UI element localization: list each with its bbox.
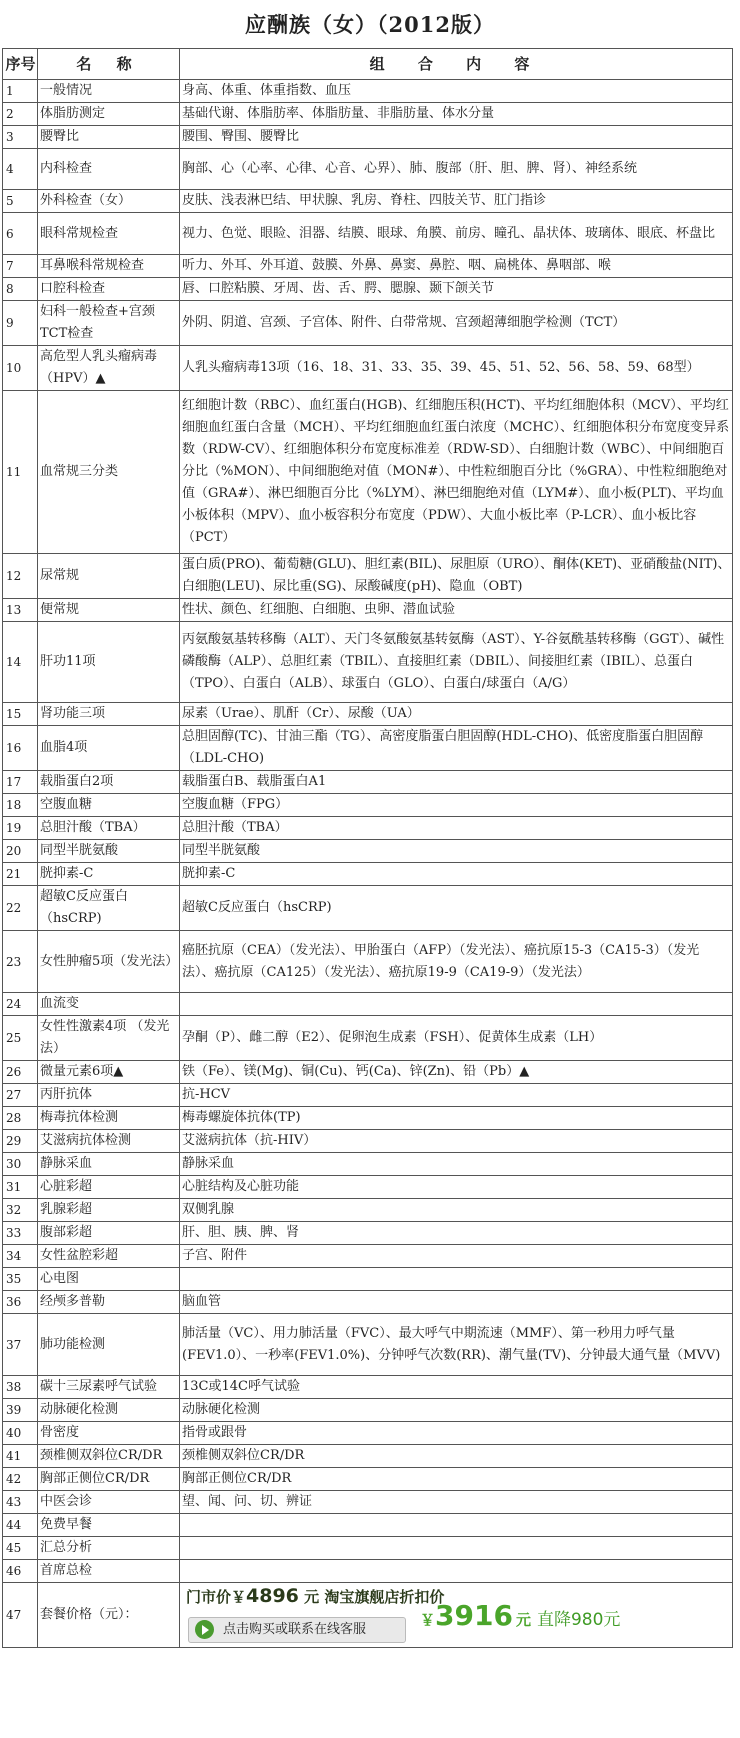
table-row — [3, 886, 733, 931]
table-row — [3, 1537, 733, 1560]
table-row — [3, 622, 733, 703]
row-number: 11 — [3, 391, 38, 554]
item-content — [180, 1537, 733, 1560]
table-row — [3, 278, 733, 301]
item-name: 总胆汁酸（TBA） — [38, 817, 180, 840]
item-name: 肾功能三项 — [38, 703, 180, 726]
row-number: 9 — [3, 301, 38, 346]
item-name: 颈椎侧双斜位CR/DR — [38, 1445, 180, 1468]
item-name: 眼科常规检查 — [38, 213, 180, 255]
table-row — [3, 1314, 733, 1376]
store-price-unit: 元 — [515, 1611, 531, 1629]
row-number: 42 — [3, 1468, 38, 1491]
row-number: 16 — [3, 726, 38, 771]
table-row — [3, 190, 733, 213]
table-row — [3, 931, 733, 993]
table-row — [3, 1514, 733, 1537]
table-row — [3, 1560, 733, 1583]
item-content: 肝、胆、胰、脾、肾 — [180, 1222, 733, 1245]
item-content: 脑血管 — [180, 1291, 733, 1314]
item-content: 空腹血糖（FPG） — [180, 794, 733, 817]
row-number: 13 — [3, 599, 38, 622]
row-number: 35 — [3, 1268, 38, 1291]
item-name: 尿常规 — [38, 554, 180, 599]
row-number: 3 — [3, 126, 38, 149]
item-content: 指骨或跟骨 — [180, 1422, 733, 1445]
item-content: 动脉硬化检测 — [180, 1399, 733, 1422]
item-name: 女性性激素4项 （发光法） — [38, 1016, 180, 1061]
item-name: 腰臀比 — [38, 126, 180, 149]
market-price-line — [186, 1585, 444, 1608]
item-name: 汇总分析 — [38, 1537, 180, 1560]
item-content: 心脏结构及心脏功能 — [180, 1176, 733, 1199]
table-row — [3, 993, 733, 1016]
item-content: 艾滋病抗体（抗-HIV） — [180, 1130, 733, 1153]
item-name: 乳腺彩超 — [38, 1199, 180, 1222]
item-content: 外阴、阴道、宫颈、子宫体、附件、白带常规、宫颈超薄细胞学检测（TCT） — [180, 301, 733, 346]
row-number: 43 — [3, 1491, 38, 1514]
row-number: 30 — [3, 1153, 38, 1176]
item-name: 便常规 — [38, 599, 180, 622]
item-content: 静脉采血 — [180, 1153, 733, 1176]
table-row — [3, 126, 733, 149]
row-number: 40 — [3, 1422, 38, 1445]
discount-label: 直降980元 — [536, 1610, 621, 1630]
row-number: 12 — [3, 554, 38, 599]
table-row — [3, 1422, 733, 1445]
row-number: 38 — [3, 1376, 38, 1399]
table-row — [3, 1016, 733, 1061]
table-row — [3, 1445, 733, 1468]
item-name: 高危型人乳头瘤病毒（HPV）▲ — [38, 346, 180, 391]
item-name: 空腹血糖 — [38, 794, 180, 817]
item-name: 心电图 — [38, 1268, 180, 1291]
package-table — [2, 48, 733, 1648]
row-number: 24 — [3, 993, 38, 1016]
item-content: 同型半胱氨酸 — [180, 840, 733, 863]
table-row — [3, 1291, 733, 1314]
row-number: 32 — [3, 1199, 38, 1222]
item-content: 听力、外耳、外耳道、鼓膜、外鼻、鼻窦、鼻腔、咽、扁桃体、鼻咽部、喉 — [180, 255, 733, 278]
table-row — [3, 1061, 733, 1084]
row-number: 23 — [3, 931, 38, 993]
table-row — [3, 1268, 733, 1291]
row-number: 26 — [3, 1061, 38, 1084]
item-content: 抗-HCV — [180, 1084, 733, 1107]
item-name: 体脂肪测定 — [38, 103, 180, 126]
item-content: 双侧乳腺 — [180, 1199, 733, 1222]
row-number: 29 — [3, 1130, 38, 1153]
table-row — [3, 1107, 733, 1130]
store-price — [420, 1599, 621, 1633]
buy-contact-label: 点击购买或联系在线客服 — [223, 1622, 367, 1637]
price-row — [3, 1583, 733, 1648]
item-name: 血流变 — [38, 993, 180, 1016]
table-row — [3, 1153, 733, 1176]
item-content: 腰围、臀围、腰臀比 — [180, 126, 733, 149]
item-content: 视力、色觉、眼睑、泪器、结膜、眼球、角膜、前房、瞳孔、晶状体、玻璃体、眼底、杯盘比 — [180, 213, 733, 255]
row-number: 39 — [3, 1399, 38, 1422]
table-row — [3, 1199, 733, 1222]
item-name: 血常规三分类 — [38, 391, 180, 554]
table-row — [3, 726, 733, 771]
row-number: 1 — [3, 80, 38, 103]
table-row — [3, 346, 733, 391]
item-name: 肝功11项 — [38, 622, 180, 703]
table-row — [3, 794, 733, 817]
item-content — [180, 1514, 733, 1537]
item-content: 铁（Fe）、镁(Mg)、铜(Cu)、钙(Ca)、锌(Zn)、铅（Pb）▲ — [180, 1061, 733, 1084]
item-content: 性状、颜色、红细胞、白细胞、虫卵、潜血试验 — [180, 599, 733, 622]
row-number: 25 — [3, 1016, 38, 1061]
item-content: 超敏C反应蛋白（hsCRP) — [180, 886, 733, 931]
row-number: 4 — [3, 149, 38, 190]
item-content: 胸部正侧位CR/DR — [180, 1468, 733, 1491]
row-number: 27 — [3, 1084, 38, 1107]
table-row — [3, 255, 733, 278]
table-row — [3, 771, 733, 794]
row-number: 19 — [3, 817, 38, 840]
item-content — [180, 993, 733, 1016]
row-number: 14 — [3, 622, 38, 703]
row-number: 17 — [3, 771, 38, 794]
header-no: 序号 — [3, 49, 38, 80]
item-name: 微量元素6项▲ — [38, 1061, 180, 1084]
item-content: 蛋白质(PRO)、葡萄糖(GLU)、胆红素(BIL)、尿胆原（URO）、酮体(KET)、亚硝酸盐(NIT)、白细胞(LEU)、尿比重(SG)、尿酸碱度(pH)、隐血（OBT) — [180, 554, 733, 599]
row-number: 18 — [3, 794, 38, 817]
market-price-value: 4896 — [246, 1585, 299, 1607]
item-name: 碳十三尿素呼气试验 — [38, 1376, 180, 1399]
item-content: 基础代谢、体脂肪率、体脂肪量、非脂肪量、体水分量 — [180, 103, 733, 126]
market-price-suffix: 元 淘宝旗舰店折扣价 — [304, 1588, 445, 1606]
row-number: 47 — [3, 1583, 38, 1648]
header-name: 名 称 — [38, 49, 180, 80]
store-price-currency: ￥ — [420, 1611, 436, 1629]
row-number: 37 — [3, 1314, 38, 1376]
item-name: 胸部正侧位CR/DR — [38, 1468, 180, 1491]
row-number: 44 — [3, 1514, 38, 1537]
market-price-prefix: 门市价￥ — [186, 1588, 247, 1606]
header-content: 组 合 内 容 — [180, 49, 733, 80]
row-number: 33 — [3, 1222, 38, 1245]
row-number: 8 — [3, 278, 38, 301]
item-name: 经颅多普勒 — [38, 1291, 180, 1314]
row-number: 5 — [3, 190, 38, 213]
item-name: 艾滋病抗体检测 — [38, 1130, 180, 1153]
table-row — [3, 1376, 733, 1399]
item-name: 免费早餐 — [38, 1514, 180, 1537]
item-content: 唇、口腔粘膜、牙周、齿、舌、腭、腮腺、颞下颌关节 — [180, 278, 733, 301]
item-content: 红细胞计数（RBC）、血红蛋白(HGB)、红细胞压积(HCT)、平均红细胞体积（MCV）、平均红细胞血红蛋白含量（MCH）、平均红细胞血红蛋白浓度（MCHC）、红细胞体积分布宽度变异系数（RDW-CV）、红细胞体积分布宽度标准差（RDW-SD）、白细胞计数（WBC）、中间细胞百分比（%MON）、中间细胞绝对值（MON#）、中性粒细胞百分比（%GRA）、中性粒细胞绝对值（GRA#）、淋巴细胞百分比（%LYM）、淋巴细胞绝对值（LYM#）、血小板(PLT)、平均血小板体积（MPV）、血小板容积分布宽度（PDW）、大血小板比率（P-LCR）、血小板比容（PCT） — [180, 391, 733, 554]
item-content: 肺活量（VC）、用力肺活量（FVC）、最大呼气中期流速（MMF）、第一秒用力呼气量(FEV1.0）、一秒率(FEV1.0%)、分钟呼气次数(RR)、潮气量(TV)、分钟最大通气量（MVV) — [180, 1314, 733, 1376]
table-header-row — [3, 49, 733, 80]
table-row — [3, 863, 733, 886]
item-name: 心脏彩超 — [38, 1176, 180, 1199]
item-name: 外科检查（女） — [38, 190, 180, 213]
item-name: 血脂4项 — [38, 726, 180, 771]
table-row — [3, 80, 733, 103]
item-name: 女性肿瘤5项（发光法） — [38, 931, 180, 993]
item-name: 中医会诊 — [38, 1491, 180, 1514]
item-name: 丙肝抗体 — [38, 1084, 180, 1107]
item-content: 丙氨酸氨基转移酶（ALT）、天门冬氨酸氨基转氨酶（AST）、Y-谷氨酰基转移酶（GGT）、碱性磷酸酶（ALP）、总胆红素（TBIL）、直接胆红素（DBIL）、间接胆红素（IBIL）、总蛋白（TPO）、白蛋白（ALB）、球蛋白（GLO）、白蛋白/球蛋白（A/G） — [180, 622, 733, 703]
item-content: 胸部、心（心率、心律、心音、心界）、肺、腹部（肝、胆、脾、肾）、神经系统 — [180, 149, 733, 190]
item-name: 载脂蛋白2项 — [38, 771, 180, 794]
table-row — [3, 1222, 733, 1245]
item-content: 癌胚抗原（CEA）（发光法）、甲胎蛋白（AFP）（发光法）、癌抗原15-3（CA15-3）（发光法）、癌抗原（CA125）（发光法）、癌抗原19-9（CA19-9）（发光法） — [180, 931, 733, 993]
table-row — [3, 391, 733, 554]
table-row — [3, 1399, 733, 1422]
item-name: 梅毒抗体检测 — [38, 1107, 180, 1130]
row-number: 15 — [3, 703, 38, 726]
row-number: 10 — [3, 346, 38, 391]
table-row — [3, 1468, 733, 1491]
price-cell — [180, 1583, 733, 1648]
item-content: 皮肤、浅表淋巴结、甲状腺、乳房、脊柱、四肢关节、肛门指诊 — [180, 190, 733, 213]
item-content: 尿素（Urae）、肌酐（Cr）、尿酸（UA） — [180, 703, 733, 726]
item-content: 望、闻、问、切、辨证 — [180, 1491, 733, 1514]
table-row — [3, 149, 733, 190]
item-content: 人乳头瘤病毒13项（16、18、31、33、35、39、45、51、52、56、58、59、68型） — [180, 346, 733, 391]
item-name: 同型半胱氨酸 — [38, 840, 180, 863]
item-content: 孕酮（P）、雌二醇（E2）、促卵泡生成素（FSH）、促黄体生成素（LH） — [180, 1016, 733, 1061]
item-name: 内科检查 — [38, 149, 180, 190]
item-name: 肺功能检测 — [38, 1314, 180, 1376]
table-row — [3, 1176, 733, 1199]
item-content: 总胆固醇(TC)、甘油三酯（TG）、高密度脂蛋白胆固醇(HDL-CHO)、低密度脂蛋白胆固醇（LDL-CHO) — [180, 726, 733, 771]
item-name: 腹部彩超 — [38, 1222, 180, 1245]
table-row — [3, 840, 733, 863]
item-name: 胱抑素-C — [38, 863, 180, 886]
item-content: 子宫、附件 — [180, 1245, 733, 1268]
item-content: 总胆汁酸（TBA） — [180, 817, 733, 840]
price-label: 套餐价格（元）： — [38, 1583, 180, 1648]
arrow-icon — [195, 1620, 214, 1639]
row-number: 20 — [3, 840, 38, 863]
item-name: 动脉硬化检测 — [38, 1399, 180, 1422]
item-name: 骨密度 — [38, 1422, 180, 1445]
row-number: 41 — [3, 1445, 38, 1468]
item-content: 胱抑素-C — [180, 863, 733, 886]
row-number: 21 — [3, 863, 38, 886]
item-name: 静脉采血 — [38, 1153, 180, 1176]
price-box — [180, 1583, 732, 1647]
row-number: 46 — [3, 1560, 38, 1583]
table-row — [3, 554, 733, 599]
table-row — [3, 817, 733, 840]
row-number: 6 — [3, 213, 38, 255]
table-row — [3, 1491, 733, 1514]
table-row — [3, 703, 733, 726]
row-number: 36 — [3, 1291, 38, 1314]
table-row — [3, 599, 733, 622]
item-content: 载脂蛋白B、载脂蛋白A1 — [180, 771, 733, 794]
item-name: 女性盆腔彩超 — [38, 1245, 180, 1268]
table-row — [3, 1130, 733, 1153]
item-content: 颈椎侧双斜位CR/DR — [180, 1445, 733, 1468]
row-number: 28 — [3, 1107, 38, 1130]
item-content: 13C或14C呼气试验 — [180, 1376, 733, 1399]
item-name: 耳鼻喉科常规检查 — [38, 255, 180, 278]
item-name: 妇科一般检查+宫颈TCT检查 — [38, 301, 180, 346]
item-content — [180, 1560, 733, 1583]
item-content — [180, 1268, 733, 1291]
table-row — [3, 213, 733, 255]
row-number: 22 — [3, 886, 38, 931]
buy-contact-button[interactable] — [188, 1617, 406, 1643]
page-title: 应酬族（女）（2012版） — [245, 12, 495, 37]
store-price-value: 3916 — [435, 1599, 513, 1632]
row-number: 45 — [3, 1537, 38, 1560]
row-number: 7 — [3, 255, 38, 278]
row-number: 31 — [3, 1176, 38, 1199]
item-name: 首席总检 — [38, 1560, 180, 1583]
item-name: 口腔科检查 — [38, 278, 180, 301]
table-row — [3, 301, 733, 346]
row-number: 2 — [3, 103, 38, 126]
table-row — [3, 103, 733, 126]
item-content: 身高、体重、体重指数、血压 — [180, 80, 733, 103]
table-row — [3, 1245, 733, 1268]
row-number: 34 — [3, 1245, 38, 1268]
table-row — [3, 1084, 733, 1107]
item-content: 梅毒螺旋体抗体(TP) — [180, 1107, 733, 1130]
item-name: 超敏C反应蛋白（hsCRP) — [38, 886, 180, 931]
item-name: 一般情况 — [38, 80, 180, 103]
